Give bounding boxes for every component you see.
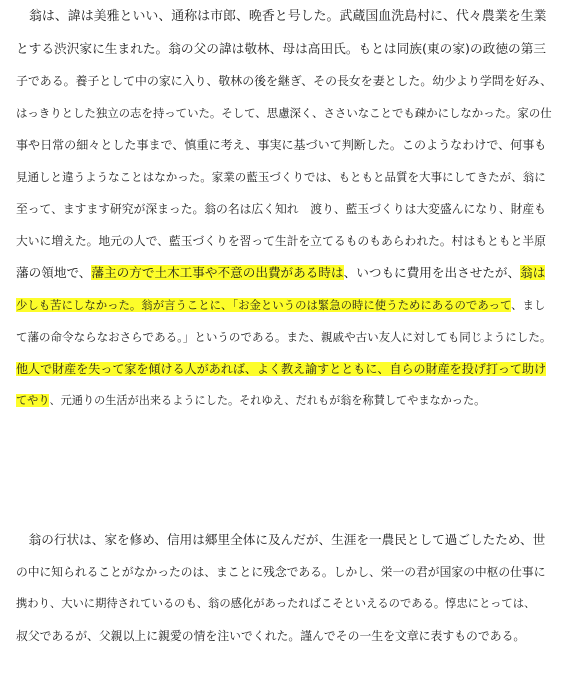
text-run: 翁は、諱は美雅といい、通称は市郎、晩香と号した。武蔵国血洗島村に、代々農業を生業 (16, 9, 547, 24)
text-line (16, 292, 545, 318)
text-line (16, 324, 551, 350)
text-line (16, 164, 546, 190)
highlighted-text: 他人で財産を失って家を傾ける人があれば、よく教え諭すとともに、自らの財産を投げ打って助け (16, 362, 547, 376)
text-line (16, 100, 552, 126)
text-run: 翁の行状は、家を修め、信用は郷里全体に及んだが、生涯を一農民として過ごしたため、世 (16, 532, 546, 547)
text-run: 事や日常の細々とした事まで、慎重に考え、事実に基づいて判断した。このようなわけで、何事も (16, 138, 547, 152)
text-run: 、まし (511, 298, 546, 312)
text-line (16, 356, 546, 382)
text-run: はっきりとした独立の志を持っていた。そして、思慮深く、ささいなことでも疎かにしなかった。家の仕 (16, 106, 552, 120)
text-line (16, 228, 546, 254)
text-line (16, 68, 552, 94)
highlighted-text: 翁は (520, 265, 546, 280)
text-run: 携わり、大いに期待されているのも、翁の感化があったればこそといえるのである。惇忠にとっては、 (16, 597, 536, 610)
text-line (16, 36, 546, 62)
text-run: 至って、ますます研究が深まった。翁の名は広く知れ 渡り、藍玉づくりは大変盛んになり、財産も (16, 202, 546, 216)
highlighted-text: てやり (16, 394, 50, 407)
text-run: 大いに増えた。地元の人で、藍玉づくりを習って生計を立てるものもあらわれた。村はもともと半原 (16, 234, 546, 248)
text-line (16, 388, 485, 414)
text-run: 、元通りの生活が出来るようにした。それゆえ、だれもが翁を称賛してやまなかった。 (49, 394, 486, 407)
text-run: の中に知られることがなかったのは、まことに残念である。しかし、栄一の君が国家の中枢の仕事に (16, 565, 546, 579)
text-line (16, 132, 546, 158)
text-run: 叔父であるが、父親以上に親愛の情を注いでくれた。謹んでその一生を文章に表すものである。 (16, 629, 526, 643)
text-line (16, 559, 545, 585)
text-run: 見通しと違うようなことはなかった。家業の藍玉づくりでは、もともと品質を大事にしてきたが、翁に (16, 170, 546, 184)
text-run: て藩の命令ならなおさらである。」というのである。また、親戚や古い友人に対しても同じようにした。 (16, 330, 552, 344)
text-run: 藩の領地で、 (16, 265, 92, 280)
text-run: 、いつもに費用を出させたが、 (343, 265, 521, 280)
text-line (16, 260, 545, 286)
text-run: とする渋沢家に生まれた。翁の父の諱は敬林、母は高田氏。もとは同族(東の家)の政徳の第三 (16, 41, 547, 56)
text-line (16, 4, 546, 30)
highlighted-text: 藩主の方で土木工事や不意の出費がある時は (91, 265, 344, 280)
text-line (16, 527, 545, 553)
text-line (16, 591, 535, 617)
text-line (16, 623, 525, 649)
highlighted-text: 少しも苦にしなかった。翁が言うことに、「お金というのは緊急の時に使うためにあるのであって (16, 298, 512, 312)
text-line (16, 196, 546, 222)
text-run: 子である。養子として中の家に入り、敬林の後を継ぎ、その長女を妻とした。幼少より学問を好み、 (16, 74, 553, 88)
